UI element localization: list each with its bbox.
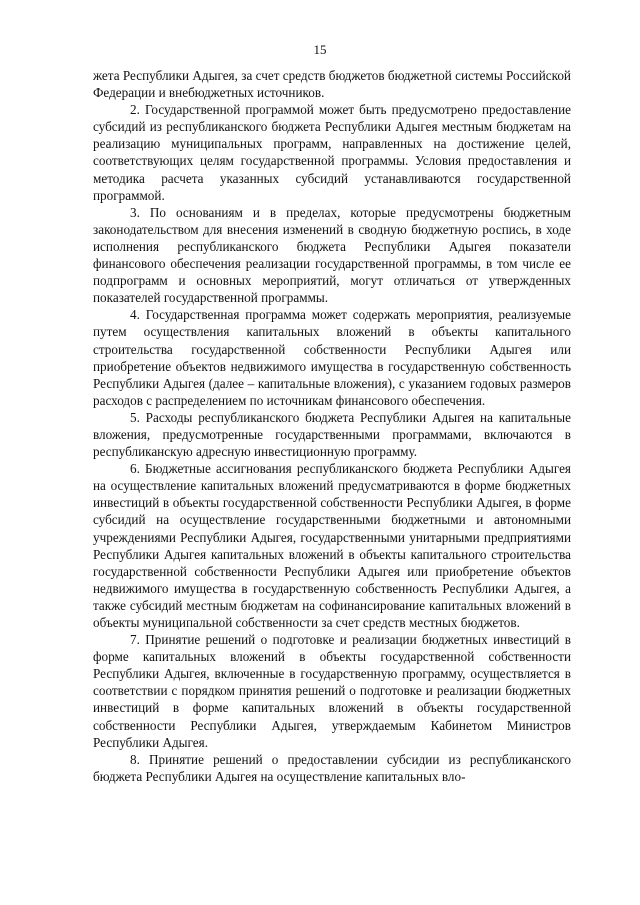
- paragraph-7: 7. Принятие решений о подготовке и реализации бюджетных инвестиций в форме капитальных вложений в объекты государственной собственности Республики Адыгея, включенные в государственную программу, осуществляется в соответствии с порядком принятия решений о подготовке и реализации бюджетных инвестиций в форме капитальных вложений в объекты государственной собственности Республики Адыгея, утверждаемым Кабинетом Министров Республики Адыгея.: [93, 632, 571, 750]
- paragraph-6: 6. Бюджетные ассигнования республиканского бюджета Республики Адыгея на осуществление капитальных вложений предусматриваются в форме бюджетных инвестиций в объекты государственной собственности Республики Адыгея, в форме субсидий на осуществление государственными бюджетными и автономными учреждениями Республики Адыгея, государственными унитарными предприятиями Республики Адыгея капитальных вложений в объекты капитального строительства государственной собственности Республики Адыгея или приобретение объектов недвижимого имущества в государственную собственность Республики Адыгея, а также субсидий местным бюджетам на софинансирование капитальных вложений в объекты муниципальной собственности за счет средств местных бюджетов.: [93, 461, 571, 630]
- document-body: [93, 67, 571, 785]
- paragraph-continuation: жета Республики Адыгея, за счет средств бюджетов бюджетной системы Российской Федерации и внебюджетных источников.: [93, 68, 571, 101]
- page-number: 15: [313, 42, 327, 57]
- paragraph-8: 8. Принятие решений о предоставлении субсидии из республиканского бюджета Республики Адыгея на осуществление капитальных вло-: [93, 751, 571, 784]
- paragraph-3: 3. По основаниям и в пределах, которые предусмотрены бюджетным законодательством для внесения изменений в сводную бюджетную роспись, в ходе исполнения республиканского бюджета Республики Адыгея показатели финансового обеспечения реализации государственной программы, в том числе ее подпрограмм и основных мероприятий, могут отличаться от утвержденных показателей государственной программы.: [93, 204, 571, 306]
- paragraph-4: 4. Государственная программа может содержать мероприятия, реализуемые путем осуществления капитальных вложений в объекты капитального строительства государственной собственности Республики Адыгея или приобретение объектов недвижимого имущества в государственную собственность Республики Адыгея (далее – капитальные вложения), с указанием годовых размеров расходов с распределением по источникам финансового обеспечения.: [93, 307, 571, 408]
- paragraph-2: 2. Государственной программой может быть предусмотрено предоставление субсидий из республиканского бюджета Республики Адыгея местным бюджетам на реализацию муниципальных программ, направленных на достижение целей, соответствующих целям государственной программы. Условия предоставления и методика расчета указанных субсидий устанавливаются государственной программой.: [93, 102, 571, 203]
- paragraph-5: 5. Расходы республиканского бюджета Республики Адыгея на капитальные вложения, предусмотренные государственными программами, включаются в республиканскую адресную инвестиционную программу.: [93, 409, 571, 460]
